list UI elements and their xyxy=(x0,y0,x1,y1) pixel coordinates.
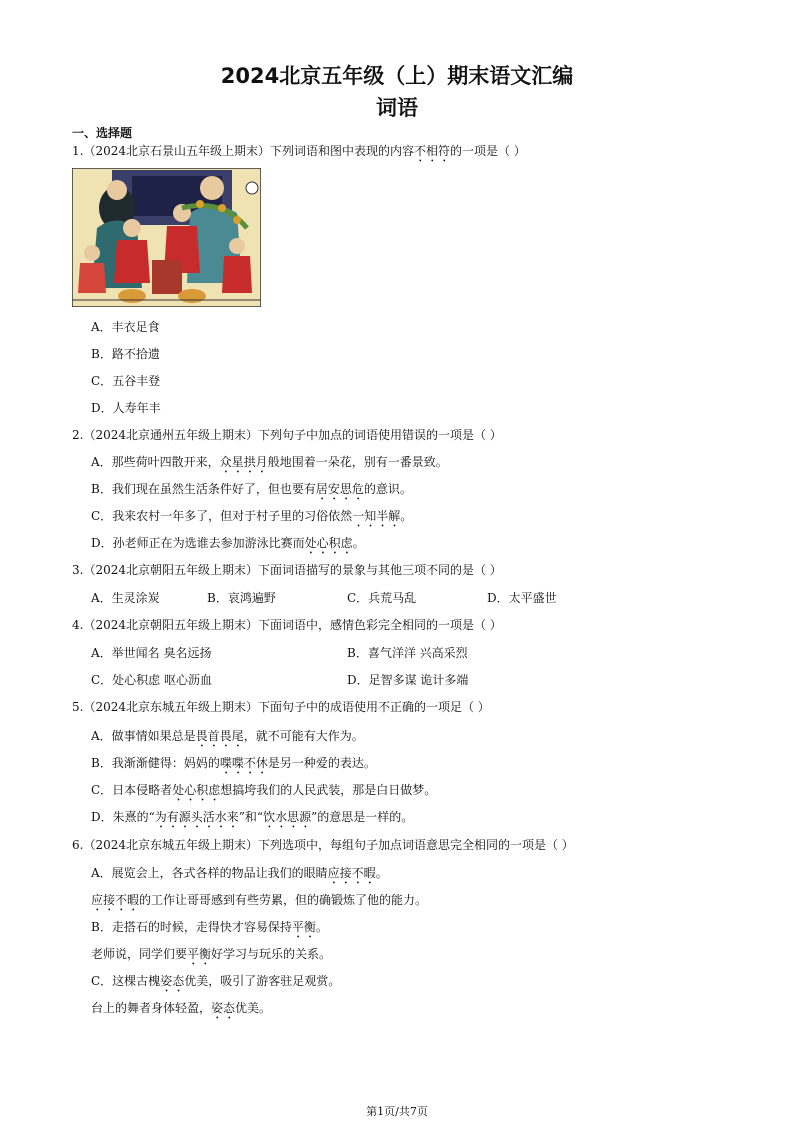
q6-option-b-sentence-2: 老师说，同学们要平衡好学习与玩乐的关系。 xyxy=(91,947,332,961)
q5-option-a: A．做事情如果总是畏首畏尾，就不可能有大作为。 xyxy=(91,729,364,743)
document-subtitle: 词语 xyxy=(376,96,418,120)
q4-option-d: D．足智多谋 诡计多端 xyxy=(347,673,469,687)
q2-option-d: D．孙老师正在为选谁去参加游泳比赛而处心积虑。 xyxy=(91,536,365,550)
q5-option-d: D．朱熹的“为有源头活水来”和“饮水思源”的意思是一样的。 xyxy=(91,810,414,824)
q1-option-a: A．丰衣足食 xyxy=(91,320,160,334)
q4-stem: 4.（2024北京朝阳五年级上期末）下面词语中，感情色彩完全相同的一项是（ ） xyxy=(72,618,502,632)
q2-option-c: C．我来农村一年多了，但对于村子里的习俗依然一知半解。 xyxy=(91,509,413,523)
section-heading: 一、选择题 xyxy=(72,126,133,140)
woodcut-family-illustration xyxy=(72,168,261,307)
q3-option-c: C．兵荒马乱 xyxy=(347,591,417,605)
q2-stem: 2.（2024北京通州五年级上期末）下列句子中加点的词语使用错误的一项是（ ） xyxy=(72,428,502,442)
q5-option-b: B．我渐渐健得：妈妈的喋喋不休是另一种爱的表达。 xyxy=(91,756,376,770)
q6-stem: 6.（2024北京东城五年级上期末）下列选项中，每组句子加点词语意思完全相同的一项是（ ） xyxy=(72,838,574,852)
q1-option-d: D．人寿年丰 xyxy=(91,401,161,415)
q4-option-b: B．喜气洋洋 兴高采烈 xyxy=(347,646,468,660)
q6-option-a-sentence-1: A．展览会上，各式各样的物品让我们的眼睛应接不暇。 xyxy=(91,866,388,880)
q6-option-a-sentence-2: 应接不暇的工作让哥哥感到有些劳累，但的确锻炼了他的能力。 xyxy=(91,893,428,907)
q4-option-c: C．处心积虑 呕心沥血 xyxy=(91,673,212,687)
q6-option-b-sentence-1: B．走搭石的时候，走得快才容易保持平衡。 xyxy=(91,920,328,934)
q3-option-b: B．哀鸿遍野 xyxy=(207,591,276,605)
q1-option-c: C．五谷丰登 xyxy=(91,374,161,388)
q6-option-c-sentence-2: 台上的舞者身体轻盈，姿态优美。 xyxy=(91,1001,272,1015)
q2-option-b: B．我们现在虽然生活条件好了，但也要有居安思危的意识。 xyxy=(91,482,412,496)
q5-stem: 5.（2024北京东城五年级上期末）下面句子中的成语使用不正确的一项足（ ） xyxy=(72,700,490,714)
q1-option-b: B．路不拾遗 xyxy=(91,347,160,361)
page-footer: 第1页/共7页 xyxy=(366,1105,428,1118)
q5-option-c: C．日本侵略者处心积虑想搞垮我们的人民武装，那是白日做梦。 xyxy=(91,783,437,797)
q3-stem: 3.（2024北京朝阳五年级上期末）下面词语描写的景象与其他三项不同的是（ ） xyxy=(72,563,502,577)
q6-option-c-sentence-1: C．这棵古槐姿态优美，吸引了游客驻足观赏。 xyxy=(91,974,341,988)
q1-stem: 1.（2024北京石景山五年级上期末）下列词语和图中表现的内容不相符的一项是（ ） xyxy=(72,144,526,158)
q3-option-d: D．太平盛世 xyxy=(487,591,557,605)
document-title: 2024北京五年级（上）期末语文汇编 xyxy=(220,64,574,88)
q3-option-a: A．生灵涂炭 xyxy=(91,591,160,605)
q4-option-a: A．举世闻名 臭名远扬 xyxy=(91,646,212,660)
q2-option-a: A．那些荷叶四散开来，众星拱月般地围着一朵花，别有一番景致。 xyxy=(91,455,448,469)
